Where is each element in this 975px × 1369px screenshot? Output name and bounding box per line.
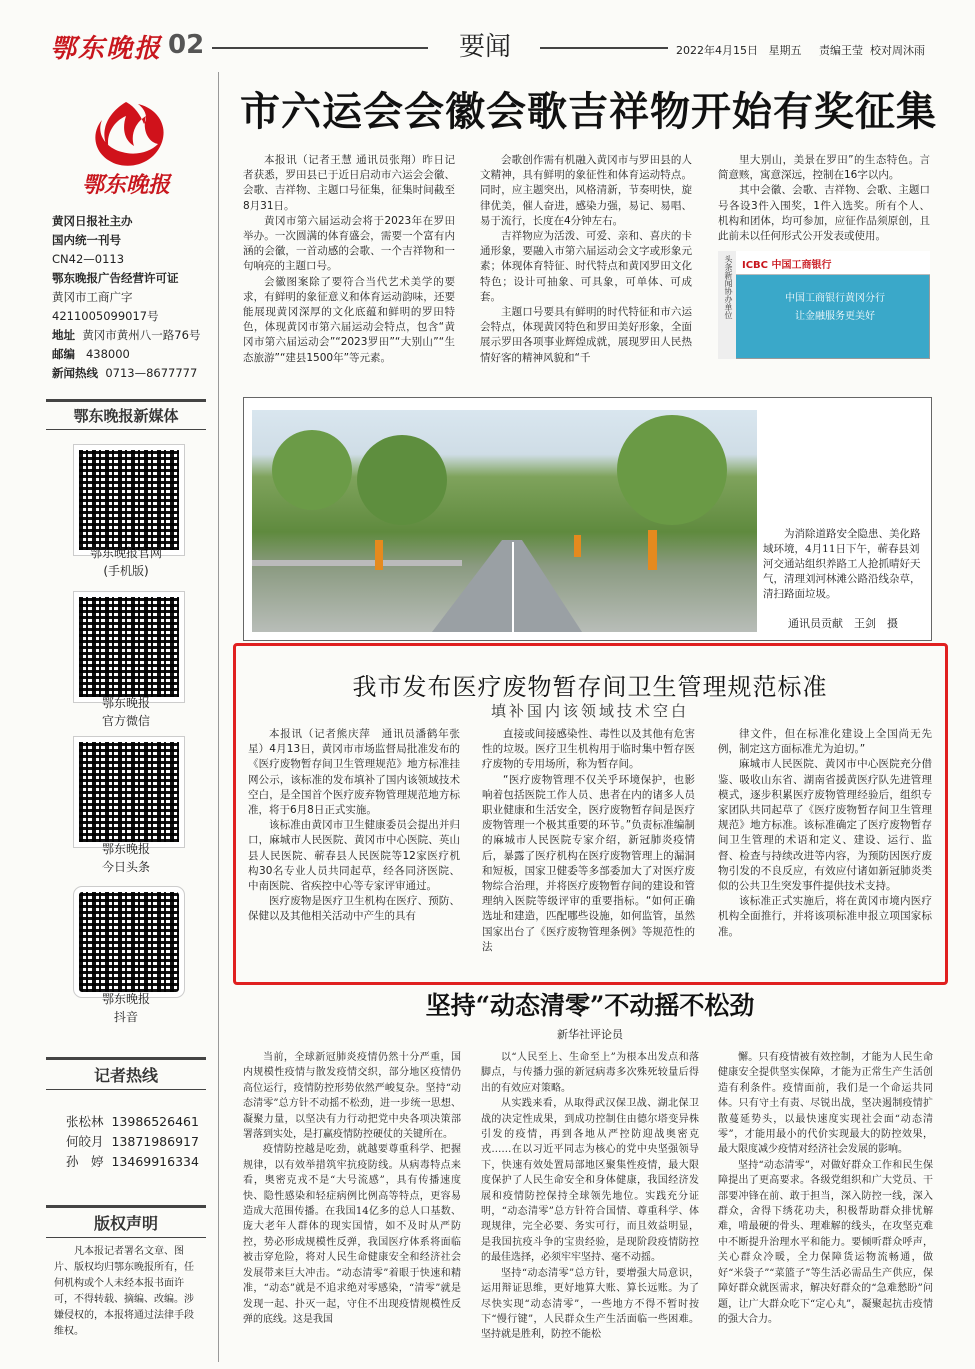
hotline-phone: 13871986917 xyxy=(111,1134,199,1149)
photo-caption: 为消除道路安全隐患、美化路域环境，4月11日下午，蕲春县刘河交通站组织养路工人抢抓晴好天气，清理刘河林滩公路沿线杂草，清扫路面垃圾。 xyxy=(763,528,921,600)
qr-caption-line2: 今日头条 xyxy=(101,860,150,874)
info-issn: CN42—0113 xyxy=(52,252,125,266)
qr-code-website[interactable] xyxy=(74,445,184,555)
article-paragraph: 坚持“动态清零”，对做好群众工作和民生保障提出了更高要求。各级党组织和广大党员、干部要冲锋在前、敢于担当，深入防控一线，深入群众，舍得下绣花功夫，积极帮助群众排忧解难，啃最硬的骨头、理难解的线头，在攻坚克难中不断提升治理水平和能力。要倾听群众呼声，关心群众冷暖，全力保障货运物流畅通，做好“米袋子”“菜篮子”等生活必需品生产供应，保障好群众就医需求，解决好群众的“急难愁盼”问题，让广大群众吃下“定心丸”，凝聚起抗击疫情的强大合力。 xyxy=(718,1159,933,1325)
article1-col2 xyxy=(480,153,692,366)
article-paragraph: 吉祥物应为活泼、可爱、亲和、喜庆的卡通形象，要融入市第六届运动会文字或形象元素；体现体育特征、时代特点和黄冈罗田文化特色；设计可抽象、可具象，可单体、可成套。 xyxy=(480,230,692,303)
article1-col3 xyxy=(718,153,930,244)
qr-caption-wechat xyxy=(46,694,206,730)
article2-col2 xyxy=(482,727,695,955)
hotline-list xyxy=(66,1112,199,1172)
info-zip: 438000 xyxy=(85,347,130,361)
article3-byline: 新华社评论员 xyxy=(557,1028,623,1041)
qr-caption-douyin xyxy=(46,990,206,1026)
qr-caption-line2: 抖音 xyxy=(113,1010,138,1024)
info-hotline-label: 新闻热线 xyxy=(52,366,98,380)
article2-col1 xyxy=(248,727,460,925)
qr-code-douyin[interactable] xyxy=(74,887,184,997)
headline-sports-games: 市六运会会徽会歌吉祥物开始有奖征集 xyxy=(240,89,937,135)
article-paragraph: 主题口号要具有鲜明的时代特征和市六运会特点，体现黄冈特色和罗田美好形象，全面展示罗田各项事业辉煌成就，展现罗田人民热情好客的精神风貌和“千 xyxy=(480,306,692,364)
hotline-row xyxy=(66,1132,199,1152)
article-paragraph: 懈。只有疫情被有效控制，才能为人民生命健康安全提供坚实保障，才能为正常生产生活创造有利条件。疫情面前，我们是一个命运共同体。只有守土有责、尽锐出战，坚决遏制疫情扩散蔓延势头，以最快速度实现社会面“动态清零”，才能用最小的代价实现最大的防控效果，最大限度减少疫情对经济社会发展的影响。 xyxy=(718,1052,933,1156)
road-workers-photo xyxy=(252,410,757,632)
header-meta xyxy=(676,42,925,58)
photo-illustration xyxy=(252,410,757,632)
article-paragraph: 从实践来看，从取得武汉保卫战、湖北保卫战的决定性成果，到成功控制住由德尔塔变异株引发的疫情，再到各地从严控防迎战奥密克戎……在以习近平同志为核心的党中央坚强领导下，快速有效处置局部地区聚集性疫情，最大限度保护了人民生命安全和身体健康，我国经济发展和疫情防控保持全球领先地位。实践充分证明，“动态清零”总方针符合国情、尊重科学、体现规律，完全必要、务实可行，而且效益明显，是我国抗疫斗争的宝贵经验，是现阶段疫情防控的最佳选择，必须牢牢坚持、毫不动摇。 xyxy=(481,1098,699,1264)
qr-caption-line1: 鄂东晚报官网 xyxy=(89,546,162,560)
article-paragraph: 该标准正式实施后，将在黄冈市境内医疗机构全面推行，并将该项标准申报立项国家标准。 xyxy=(718,895,932,938)
hotline-name: 孙 婷 xyxy=(66,1154,104,1169)
header-rule-left xyxy=(212,47,428,49)
editor: 责编王莹 xyxy=(818,44,863,57)
info-issn-label: 国内统一刊号 xyxy=(52,233,121,247)
ad-bank-name: ICBC 中国工商银行 xyxy=(736,251,930,275)
proofreader: 校对周沐雨 xyxy=(869,44,925,57)
qr-code-toutiao[interactable] xyxy=(74,737,184,847)
sidebar-logo-text: 鄂东晚报 xyxy=(81,172,170,198)
section-title: 要闻 xyxy=(430,26,540,63)
qr-caption-line1: 鄂东晚报 xyxy=(101,696,150,710)
issue-weekday: 星期五 xyxy=(768,44,802,57)
masthead-logo: 鄂东晚报 xyxy=(50,34,163,64)
page-number: 02 xyxy=(168,30,205,60)
ad-line: 中国工商银行黄冈分行 xyxy=(785,293,885,304)
hotline-name: 何皎月 xyxy=(66,1134,104,1149)
qr-caption-line2: (手机版) xyxy=(103,564,149,578)
photo-credit: 通讯员贡献 王剑 摄 xyxy=(788,617,898,630)
sidebar xyxy=(46,72,206,1362)
qr-caption-line2: 官方微信 xyxy=(101,714,150,728)
article2-col3 xyxy=(718,727,932,940)
info-address: 黄冈市黄州八一路76号 xyxy=(82,328,201,342)
info-zip-label: 邮编 xyxy=(52,347,75,361)
article-paragraph: 律文件，但在标准化建设上全国尚无先例，制定这方面标准尤为迫切。” xyxy=(718,728,932,756)
ad-side-label: 头条新闻协办单位 xyxy=(718,251,736,359)
article-paragraph: 坚持“动态清零”总方针，要增强大局意识，运用辩证思维，更好地算大账、算长远账。为了尽快实现“动态清零”，一些地方不得不暂时按下“慢行键”，人民群众生产生活面临一些困难。坚持就是胜利，防控不能松 xyxy=(481,1267,699,1341)
ad-line: 让金融服务更美好 xyxy=(795,311,875,322)
info-license-1: 黄冈市工商广字 xyxy=(52,290,133,304)
qr-caption-line1: 鄂东晚报 xyxy=(101,842,150,856)
info-address-label: 地址 xyxy=(52,328,75,342)
qr-code-wechat[interactable] xyxy=(74,592,184,702)
hotline-row xyxy=(66,1152,199,1172)
article-paragraph: 本报讯（记者王慧 通讯员张翔）昨日记者获悉，罗田县已于近日启动市六运会会徽、会歌、吉祥物、主题口号征集，征集时间截至8月31日。 xyxy=(243,154,455,212)
article3-col2 xyxy=(481,1050,699,1343)
article-paragraph: 当前，全球新冠肺炎疫情仍然十分严重，国内规模性疫情与散发疫情交织，部分地区疫情仍高位运行，疫情防控形势依然严峻复杂。坚持“动态清零”总方针不动摇不松劲，进一步统一思想、凝聚力量，以坚决有力行动把党中央各项决策部署落到实处，是打赢疫情防控硬仗的关键所在。 xyxy=(243,1052,461,1141)
hotline-name: 张松林 xyxy=(66,1114,104,1129)
article1-col1 xyxy=(243,153,455,366)
info-hotline: 0713—8677777 xyxy=(105,366,198,380)
hotline-title: 记者热线 xyxy=(46,1057,206,1090)
article3-col3 xyxy=(718,1050,933,1327)
ad-slogan xyxy=(750,290,920,326)
article-paragraph: 会徽图案除了要符合当代艺术美学的要求，有鲜明的象征意义和体育运动韵味，还要能展现黄冈深厚的文化底蕴和鲜明的罗田特色，体现黄冈市第六届运动会特点，包含“黄冈市第六届运动会”“2023罗田”“大别山”“生态旅游”“建县1500年”等元素。 xyxy=(243,275,455,364)
hotline-row xyxy=(66,1112,199,1132)
article-paragraph: “医疗废物管理不仅关乎环境保护，也影响着包括医院工作人员、患者在内的诸多人员职业健康和生活安全，医疗废物暂存间是医疗废物管理一个极其重要的环节。”负责标准编制的麻城市人民医院专家介绍，新冠肺炎疫情后，暴露了医疗机构在医疗废物管理上的漏洞和短板，国家卫健委等多部委加大了对医疗废物综合治理，并将医疗废物暂存间的建设和管理纳入医院等级评审的重要指标。“如何正确选址和建造，匹配哪些设施，如何监管，虽然国家出台了《医疗废物管理条例》等规范性的法 xyxy=(482,773,695,953)
article3-col1 xyxy=(243,1050,461,1327)
article-paragraph: 医疗废物是医疗卫生机构在医疗、预防、保健以及其他相关活动中产生的具有 xyxy=(248,895,460,923)
qr-caption-website xyxy=(46,544,206,580)
qr-caption-toutiao xyxy=(46,840,206,876)
hotline-phone: 13986526461 xyxy=(111,1114,199,1129)
article-paragraph: 直接或间接感染性、毒性以及其他有危害性的垃圾。医疗卫生机构用于临时集中暂存医疗废物的专用场所，称为暂存间。 xyxy=(482,728,695,771)
copyright-title: 版权声明 xyxy=(46,1205,206,1238)
hotline-phone: 13469916334 xyxy=(111,1154,199,1169)
issue-date: 2022年4月15日 xyxy=(676,44,758,57)
article-paragraph: 该标准由黄冈市卫生健康委员会提出并归口，麻城市人民医院、黄冈市中心医院、英山县人民医院、蕲春县人民医院等12家医疗机构30名专业人员共同起草，经各同济医院、中南医院、省疾控中心等专家评审通过。 xyxy=(248,819,460,893)
article-paragraph: 以“人民至上、生命至上”为根本出发点和落脚点，与传播力强的新冠病毒多次殊死较量后得出的有效应对策略。 xyxy=(481,1052,699,1094)
copyright-text: 凡本报记者署名文章、图片、版权均归鄂东晚报所有，任何机构或个人未经本报书面许可，不得转载、摘编、改编。涉嫌侵权的，本报将通过法律手段维权。 xyxy=(54,1246,194,1337)
article-paragraph: 麻城市人民医院、黄冈市中心医院充分借鉴、吸收山东省、湖南省援黄医疗队先进管理模式，逐步积累医疗废物管理经验后，组织专家团队共同起草了《医疗废物暂存间卫生管理规范》地方标准。该标准确定了医疗废物暂存间卫生管理的术语和定义、建设、运行、监督、检查与持续改进等内容，为预防因医疗废物引发的不良反应，有效应付诸如新冠肺炎类似的公共卫生突发事件提供技术支持。 xyxy=(718,758,932,893)
article-paragraph: 疫情防控越是吃劲，就越要尊重科学、把握规律，以有效举措筑牢抗疫防线。从病毒特点来看，奥密克戎不是“大号流感”，具有传播速度快、隐性感染和轻症病例比例高等特点，更容易造成大范围传播。在我国14亿多的总人口基数、庞大老年人群体的现实国情，如不及时从严防控，势必形成规模性反弹，我国医疗体系将面临被击穿危险，将对人民生命健康安全和经济社会发展带来巨大冲击。“动态清零”着眼于快速和精准，“动态”就是不追求绝对零感染，“清零”就是发现一起、扑灭一起，守住不出现疫情规模性反弹的底线。这是我国 xyxy=(243,1144,461,1325)
info-license-2: 4211005099017号 xyxy=(52,309,159,323)
subheadline-medical-waste: 填补国内该领域技术空白 xyxy=(490,702,689,720)
info-publisher: 黄冈日报社主办 xyxy=(52,214,133,228)
publication-info xyxy=(52,212,212,383)
headline-dynamic-zero: 坚持“动态清零”不动摇不松劲 xyxy=(425,991,755,1020)
info-license-label: 鄂东晚报广告经营许可证 xyxy=(52,271,179,285)
headline-medical-waste: 我市发布医疗废物暂存间卫生管理规范标准 xyxy=(352,673,828,701)
article-paragraph: 本报讯（记者熊庆萍 通讯员潘鹤年张星）4月13日，黄冈市市场监督局批准发布的《医疗废物暂存间卫生管理规范》地方标准挂网公示，该标准的发布填补了国内该领域技术空白，是全国首个医疗废弃物管理规范地方标准，将于6月8日正式实施。 xyxy=(248,728,460,817)
new-media-title: 鄂东晚报新媒体 xyxy=(46,399,206,430)
qr-caption-line1: 鄂东晚报 xyxy=(101,992,150,1006)
article-paragraph: 里大别山，美景在罗田”的生态特色。言简意赅，寓意深远，控制在16字以内。 xyxy=(718,154,930,182)
sidebar-divider xyxy=(218,72,219,1362)
article-paragraph: 会歌创作需有机融入黄冈市与罗田县的人文精神，具有鲜明的象征性和体育运动特点。同时，应主题突出，风格清新，节奏明快，旋律优美，催人奋进，感染力强，易记、易唱、易于流行，长度在4分钟左右。 xyxy=(480,154,692,227)
article-paragraph: 黄冈市第六届运动会将于2023年在罗田举办。一次圆满的体育盛会，需要一个富有内涵的会徽，一首动感的会歌、一个吉祥物和一句响亮的主题口号。 xyxy=(243,214,455,273)
header-rule-right xyxy=(540,47,668,49)
article-paragraph: 其中会徽、会歌、吉祥物、会歌、主题口号各设3件入围奖，1件入选奖。所有个人、机构和团体，均可参加，应征作品须原创，且此前未以任何形式公开发表或使用。 xyxy=(718,184,930,243)
